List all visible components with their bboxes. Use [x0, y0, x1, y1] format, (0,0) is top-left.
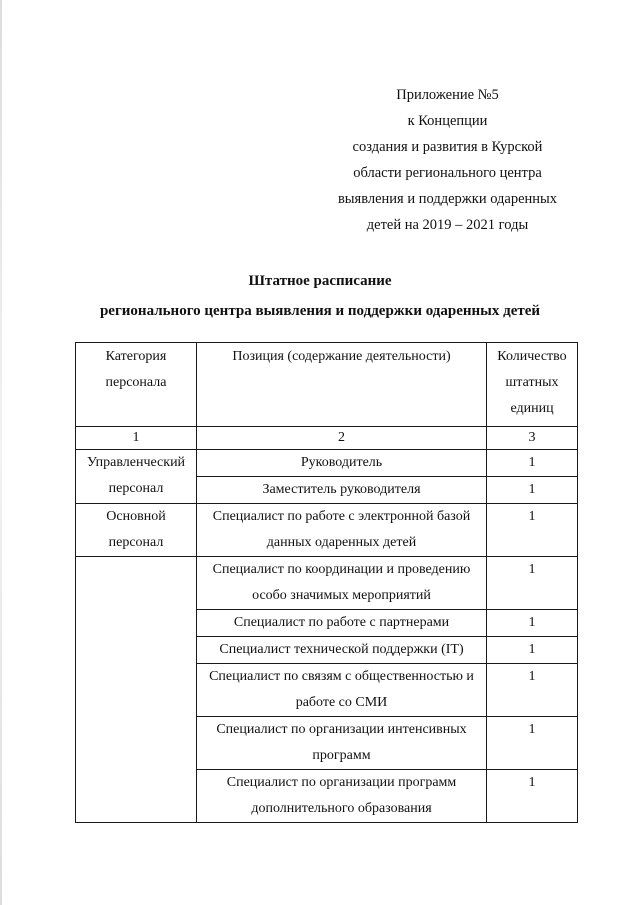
header-count: Количество штатных единиц [487, 343, 578, 427]
position-cell: Специалист технической поддержки (IT) [197, 637, 487, 664]
category-main: Основной персонал [76, 504, 197, 557]
column-number-2: 2 [197, 427, 487, 450]
appendix-note [330, 82, 565, 238]
position-cell: Заместитель руководителя [197, 477, 487, 504]
position-cell: Специалист по связям с общественностью и работе со СМИ [197, 664, 487, 717]
document-title [0, 266, 640, 326]
title-line-2: регионального центра выявления и поддержки одаренных детей [99, 303, 541, 319]
appendix-line-6: детей на 2019 – 2021 годы [366, 217, 529, 233]
position-cell: Специалист по работе с партнерами [197, 610, 487, 637]
position-cell: Специалист по координации и проведению особо значимых мероприятий [197, 557, 487, 610]
category-empty [76, 557, 197, 823]
position-cell: Специалист по работе с электронной базой данных одаренных детей [197, 504, 487, 557]
count-cell: 1 [487, 770, 578, 823]
count-cell: 1 [487, 450, 578, 477]
count-cell: 1 [487, 717, 578, 770]
position-cell: Руководитель [197, 450, 487, 477]
staff-schedule-table [75, 342, 578, 823]
header-position: Позиция (содержание деятельности) [197, 343, 487, 427]
category-management: Управленческий персонал [76, 450, 197, 504]
count-cell: 1 [487, 664, 578, 717]
appendix-line-1: Приложение №5 [396, 87, 499, 103]
count-cell: 1 [487, 610, 578, 637]
appendix-line-5: выявления и поддержки одаренных [337, 191, 558, 207]
scan-edge [0, 0, 2, 905]
header-category: Категория персонала [76, 343, 197, 427]
position-cell: Специалист по организации интенсивных программ [197, 717, 487, 770]
appendix-line-2: к Концепции [407, 113, 488, 129]
table-row [76, 557, 578, 610]
count-cell: 1 [487, 477, 578, 504]
appendix-line-4: области регионального центра [353, 165, 542, 181]
column-number-3: 3 [487, 427, 578, 450]
table-row [76, 450, 578, 477]
title-line-1: Штатное расписание [248, 273, 392, 289]
count-cell: 1 [487, 557, 578, 610]
column-number-1: 1 [76, 427, 197, 450]
appendix-line-3: создания и развития в Курской [352, 139, 543, 155]
table-header-row [76, 343, 578, 427]
column-number-row [76, 427, 578, 450]
count-cell: 1 [487, 504, 578, 557]
table-row [76, 504, 578, 557]
count-cell: 1 [487, 637, 578, 664]
position-cell: Специалист по организации программ дополнительного образования [197, 770, 487, 823]
